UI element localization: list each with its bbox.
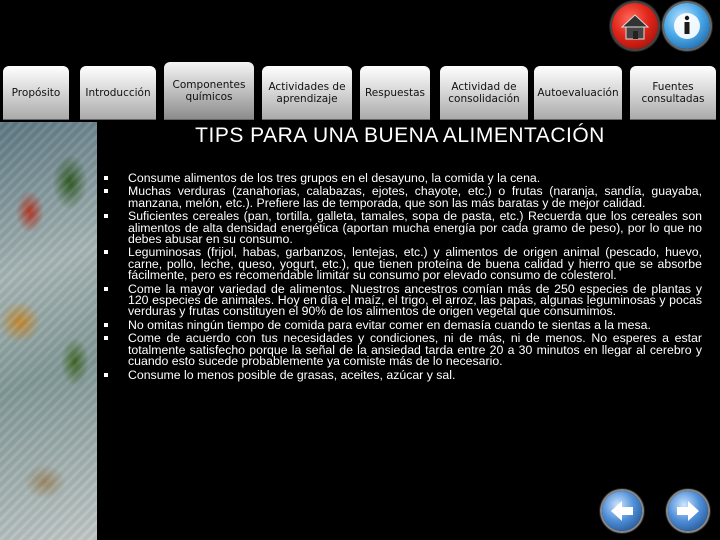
- info-icon: [664, 3, 710, 49]
- tab-fuentes-consultadas[interactable]: [630, 66, 716, 120]
- home-icon: [612, 3, 658, 49]
- tips-list: [104, 173, 702, 383]
- tab-label: Propósito: [11, 87, 61, 99]
- list-item: Come la mayor variedad de alimentos. Nuestros ancestros comían más de 250 especies de plantas y 120 especies de animales. Hoy en día el maíz, el trigo, el arroz, las papas, algunas leguminosas y pocas verduras y frutas constituyen el 90% de los alimentos de origen vegetal que consumimos.: [104, 284, 702, 318]
- tab-label: Introducción: [85, 87, 151, 99]
- tab-label: Actividades de aprendizaje: [268, 81, 346, 105]
- tab-proposito[interactable]: [3, 66, 69, 120]
- tab-label: Actividad de consolidación: [448, 81, 520, 105]
- list-item: Leguminosas (frijol, habas, garbanzos, lentejas, etc.) y alimentos de origen animal (pescado, huevo, carne, pollo, leche, queso, yogurt, etc.), que tienen proteína de buena calidad y hierro que se absorbe fácilmente, pero es recomendable limitar su consumo por elevado consumo de colesterol.: [104, 247, 702, 281]
- list-item: Consume alimentos de los tres grupos en el desayuno, la comida y la cena.: [104, 173, 702, 184]
- food-collage-image: [0, 122, 97, 540]
- tab-autoevaluacion[interactable]: [534, 66, 622, 120]
- info-button[interactable]: [664, 3, 710, 49]
- tab-actividades-aprendizaje[interactable]: [262, 66, 352, 120]
- list-item: Muchas verduras (zanahorias, calabazas, ejotes, chayote, etc.) o frutas (naranja, sandía, guayaba, manzana, melón, etc.). Prefiere las de temporada, que son las más baratas y de mejor calidad.: [104, 186, 702, 209]
- tab-respuestas[interactable]: [360, 66, 430, 120]
- tab-introduccion[interactable]: [80, 66, 156, 120]
- list-item: Consume lo menos posible de grasas, aceites, azúcar y sal.: [104, 370, 702, 381]
- nav-bar: [0, 66, 720, 122]
- list-item: Come de acuerdo con tus necesidades y condiciones, ni de más, ni de menos. No esperes a estar totalmente satisfecho porque la señal de la ansiedad tarda entre 20 a 30 minutos en llegar al cerebro y cuando esto sucede probablemente ya comiste más de lo necesario.: [104, 333, 702, 367]
- list-item: No omitas ningún tiempo de comida para evitar comer en demasía cuando te sientas a la mesa.: [104, 320, 702, 331]
- tab-label: Fuentes consultadas: [641, 81, 705, 105]
- next-button[interactable]: [668, 491, 708, 531]
- tab-label: Componentes químicos: [172, 79, 246, 103]
- tab-componentes-quimicos[interactable]: [164, 62, 254, 120]
- tab-label: Autoevaluación: [537, 87, 619, 99]
- arrow-left-icon: [602, 491, 642, 531]
- home-button[interactable]: [612, 3, 658, 49]
- tab-actividad-consolidacion[interactable]: [440, 66, 528, 120]
- tab-label: Respuestas: [364, 87, 426, 99]
- arrow-right-icon: [668, 491, 708, 531]
- previous-button[interactable]: [602, 491, 642, 531]
- page-title: TIPS PARA UNA BUENA ALIMENTACIÓN: [195, 124, 605, 147]
- list-item: Suficientes cereales (pan, tortilla, galleta, tamales, sopa de pasta, etc.) Recuerda que los cereales son alimentos de alta densidad energética (aportan mucha energía por cada gramo de peso), por lo que no debes abusar en su consumo.: [104, 211, 702, 245]
